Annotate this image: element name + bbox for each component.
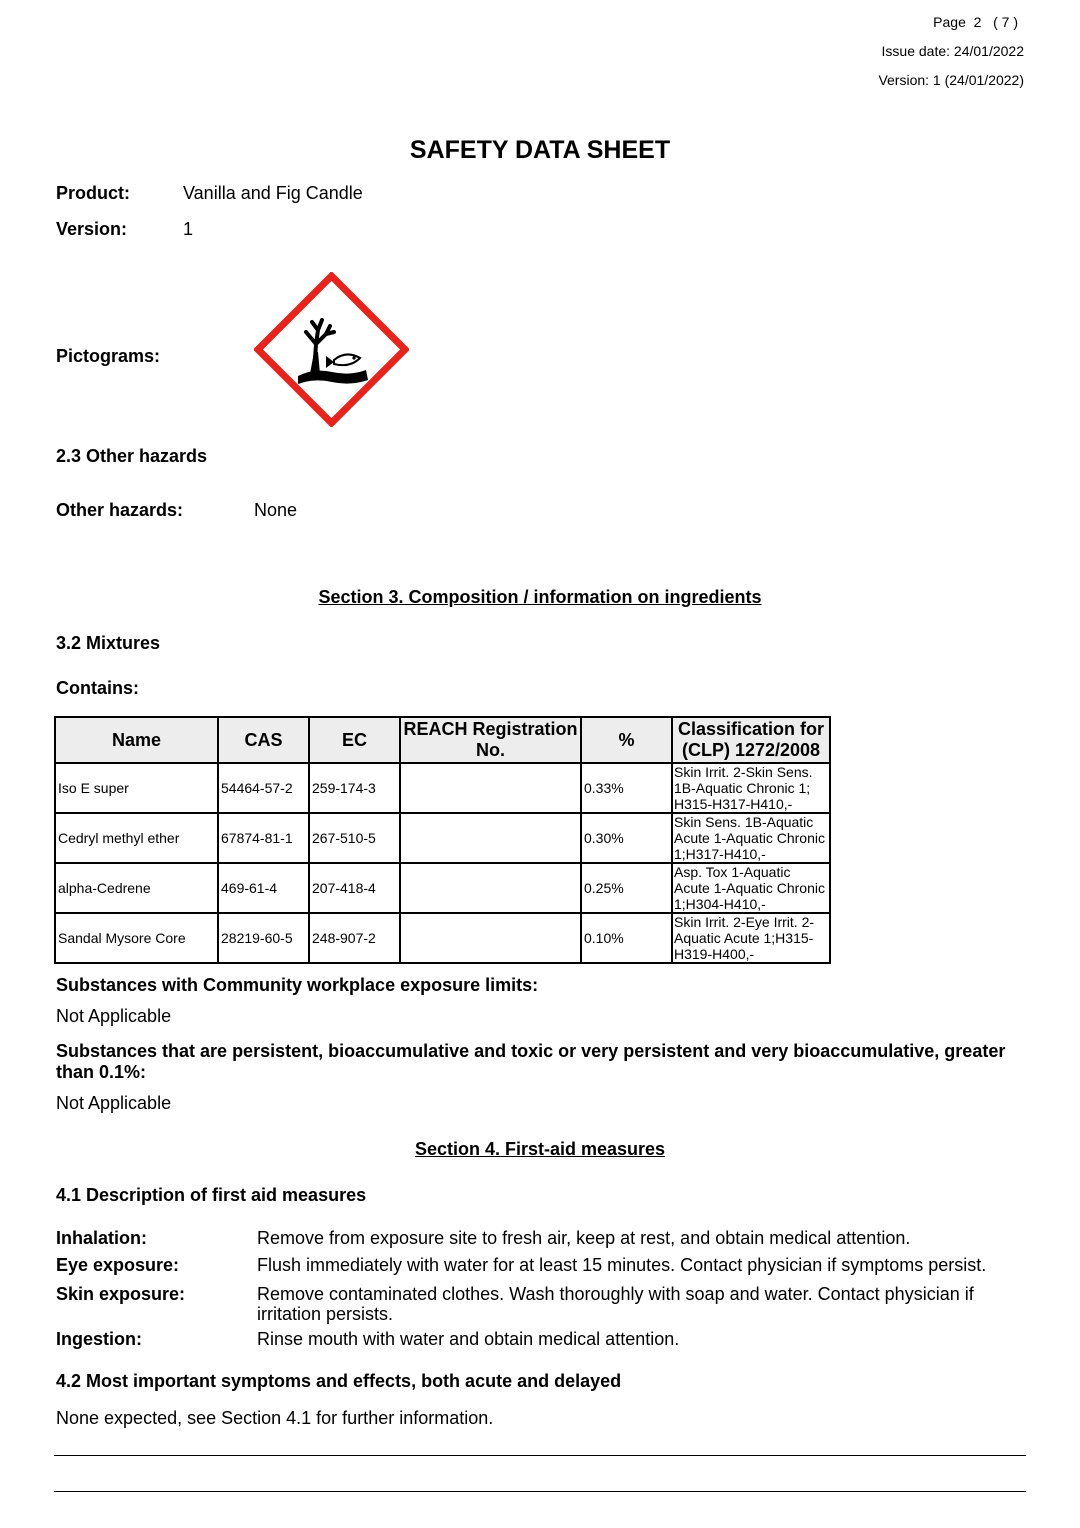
cell-ec: 259-174-3 [309, 763, 400, 813]
pictograms-label: Pictograms: [56, 346, 161, 366]
cell-classification: Skin Sens. 1B-Aquatic Acute 1-Aquatic Chronic 1;H317-H410,- [672, 813, 830, 863]
contains-label: Contains: [56, 678, 139, 698]
cell-reach [400, 763, 581, 813]
section3-title: Section 3. Composition / information on ingredients [318, 587, 762, 607]
cell-cas: 54464-57-2 [218, 763, 309, 813]
issue-date: Issue date: 24/01/2022 [881, 43, 1024, 59]
eye-exposure-label: Eye exposure: [56, 1255, 180, 1275]
version-label: Version: [56, 219, 128, 239]
product-label: Product: [56, 183, 130, 203]
table-header-row [55, 717, 830, 763]
cell-name: Cedryl methyl ether [55, 813, 218, 863]
skin-exposure-text: Remove contaminated clothes. Wash thoroughly with soap and water. Contact physician if irritation persists. [257, 1284, 974, 1324]
ingredients-table [54, 716, 831, 964]
cell-ec: 248-907-2 [309, 913, 400, 963]
cell-reach [400, 863, 581, 913]
cell-name: Sandal Mysore Core [55, 913, 218, 963]
cell-classification: Skin Irrit. 2-Eye Irrit. 2-Aquatic Acute 1;H315-H319-H400,- [672, 913, 830, 963]
col-header-cas: CAS [218, 717, 309, 763]
cell-name: Iso E super [55, 763, 218, 813]
environment-hazard-icon [254, 272, 409, 427]
page-title: SAFETY DATA SHEET [409, 136, 671, 164]
cell-ec: 267-510-5 [309, 813, 400, 863]
other-hazards-value: None [254, 500, 298, 520]
exposure-limits-heading: Substances with Community workplace exposure limits: [56, 975, 539, 995]
col-header-classification: Classification for (CLP) 1272/2008 [672, 717, 830, 763]
cell-percent: 0.25% [581, 863, 672, 913]
cell-cas: 67874-81-1 [218, 813, 309, 863]
col-header-ec: EC [309, 717, 400, 763]
cell-cas: 28219-60-5 [218, 913, 309, 963]
ingestion-text: Rinse mouth with water and obtain medical attention. [257, 1329, 680, 1349]
first-aid-heading: 4.1 Description of first aid measures [56, 1185, 367, 1205]
inhalation-text: Remove from exposure site to fresh air, keep at rest, and obtain medical attention. [257, 1228, 911, 1248]
cell-percent: 0.33% [581, 763, 672, 813]
ingestion-label: Ingestion: [56, 1329, 142, 1349]
version-value: 1 [183, 219, 194, 239]
cell-name: alpha-Cedrene [55, 863, 218, 913]
other-hazards-heading: 2.3 Other hazards [56, 446, 208, 466]
table-row [55, 763, 830, 813]
symptoms-heading: 4.2 Most important symptoms and effects, both acute and delayed [56, 1371, 622, 1391]
pbt-heading: Substances that are persistent, bioaccumulative and toxic or very persistent and very bioaccumulative, greater than 0.1%: [56, 1041, 1006, 1082]
cell-percent: 0.30% [581, 813, 672, 863]
cell-classification: Asp. Tox 1-Aquatic Acute 1-Aquatic Chronic 1;H304-H410,- [672, 863, 830, 913]
symptoms-text: None expected, see Section 4.1 for further information. [56, 1408, 494, 1428]
table-row [55, 913, 830, 963]
product-value: Vanilla and Fig Candle [183, 183, 363, 203]
eye-exposure-text: Flush immediately with water for at least 15 minutes. Contact physician if symptoms persist. [257, 1255, 987, 1275]
other-hazards-label: Other hazards: [56, 500, 184, 520]
cell-reach [400, 913, 581, 963]
footer-divider [54, 1491, 1026, 1492]
exposure-limits-value: Not Applicable [56, 1006, 172, 1026]
inhalation-label: Inhalation: [56, 1228, 147, 1248]
cell-reach [400, 813, 581, 863]
page-number: Page 2 ( 7 ) [933, 14, 1018, 30]
footer-divider [54, 1455, 1026, 1456]
col-header-name: Name [55, 717, 218, 763]
mixtures-heading: 3.2 Mixtures [56, 633, 161, 653]
table-row [55, 863, 830, 913]
table-row [55, 813, 830, 863]
pbt-value: Not Applicable [56, 1093, 172, 1113]
cell-classification: Skin Irrit. 2-Skin Sens. 1B-Aquatic Chronic 1; H315-H317-H410,- [672, 763, 830, 813]
section4-title: Section 4. First-aid measures [414, 1139, 666, 1159]
col-header-reach: REACH Registration No. [400, 717, 581, 763]
cell-cas: 469-61-4 [218, 863, 309, 913]
skin-exposure-label: Skin exposure: [56, 1284, 186, 1304]
cell-ec: 207-418-4 [309, 863, 400, 913]
version-info: Version: 1 (24/01/2022) [878, 72, 1024, 88]
col-header-percent: % [581, 717, 672, 763]
cell-percent: 0.10% [581, 913, 672, 963]
